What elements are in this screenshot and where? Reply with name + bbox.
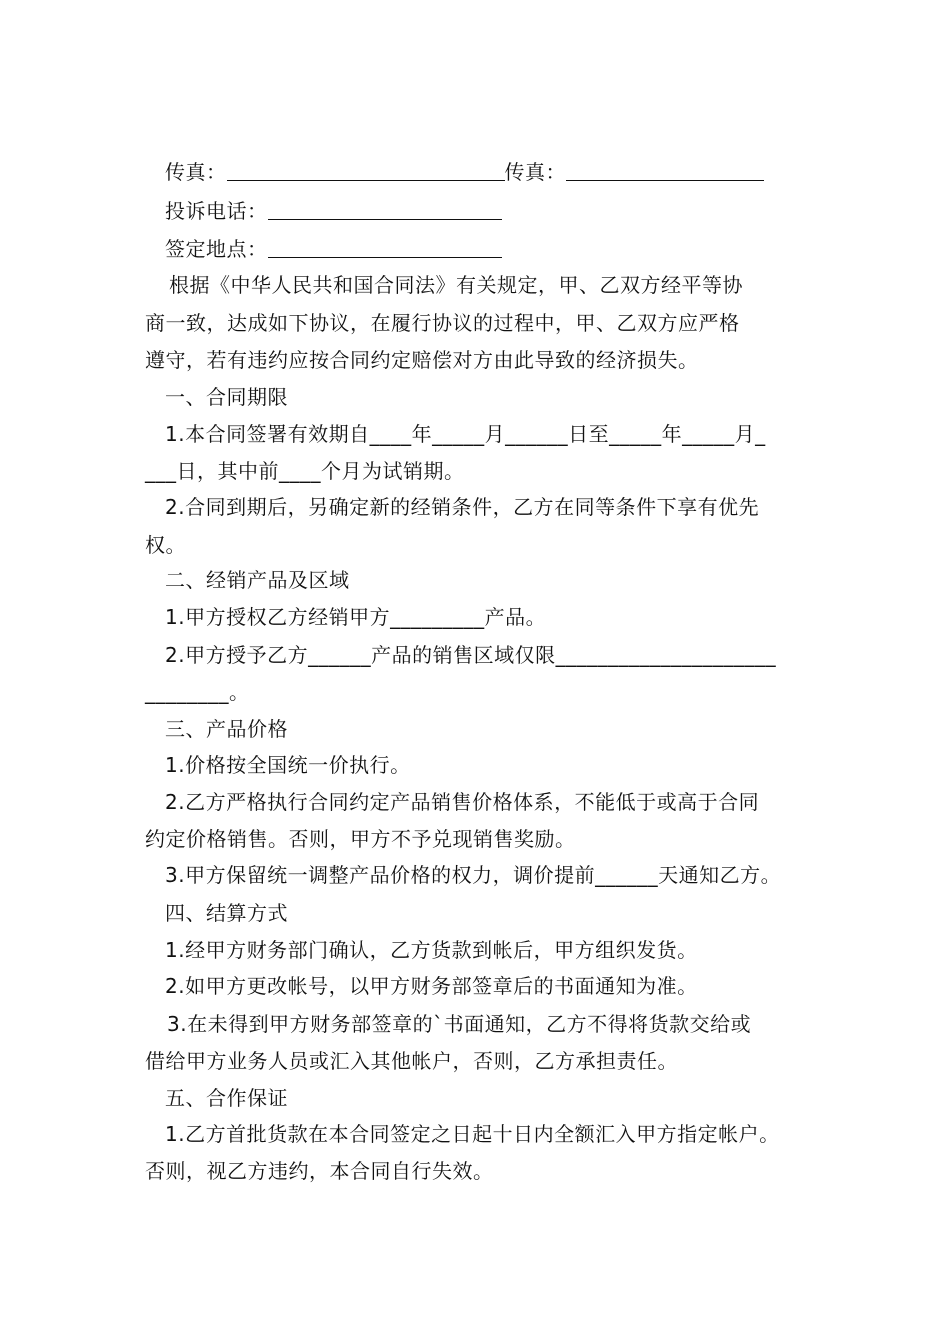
section-3-item-2a: 2.乙方严格执行合同约定产品销售价格体系，不能低于或高于合同 [165,790,760,814]
location-blank [268,237,502,258]
section-4-item-3b: 借给甲方业务人员或汇入其他帐户，否则，乙方承担责任。 [145,1049,678,1073]
section-1-item-2a: 2.合同到期后，另确定新的经销条件，乙方在同等条件下享有优先 [165,495,760,519]
section-1-item-1b: ___日，其中前____个月为试销期。 [145,459,465,483]
section-3-title: 三、产品价格 [165,717,288,741]
fax-label-b: 传真： [504,160,566,184]
section-2-item-2a: 2.甲方授予乙方______产品的销售区域仅限_____________________ [165,643,777,667]
section-4-item-1: 1.经甲方财务部门确认，乙方货款到帐后，甲方组织发货。 [165,938,698,962]
complaint-line [165,198,835,224]
preamble-line-3: 遵守，若有违约应按合同约定赔偿对方由此导致的经济损失。 [145,348,699,372]
complaint-label: 投诉电话： [165,199,268,223]
section-4-item-2: 2.如甲方更改帐号，以甲方财务部签章后的书面通知为准。 [165,974,698,998]
section-4-title: 四、结算方式 [165,901,288,925]
section-5-item-1a: 1.乙方首批货款在本合同签定之日起十日内全额汇入甲方指定帐户。 [165,1122,780,1146]
section-1-title: 一、合同期限 [165,385,288,409]
fax-blank-b [566,160,764,181]
section-4-item-3a: 3.在未得到甲方财务部签章的`书面通知，乙方不得将货款交给或 [167,1012,752,1036]
section-3-item-1: 1.价格按全国统一价执行。 [165,753,411,777]
complaint-blank [268,199,502,220]
preamble-line-1: 根据《中华人民共和国合同法》有关规定，甲、乙双方经平等协 [169,273,743,297]
fax-label-a: 传真： [165,160,227,184]
fax-line [165,159,835,185]
section-1-item-1a: 1.本合同签署有效期自____年_____月______日至_____年_____月_ [165,422,766,446]
section-5-item-1b: 否则，视乙方违约，本合同自行失效。 [145,1159,494,1183]
location-label: 签定地点： [165,237,268,261]
section-2-item-2b: ________。 [145,680,250,704]
section-2-title: 二、经销产品及区域 [165,568,350,592]
section-2-item-1: 1.甲方授权乙方经销甲方_________产品。 [165,605,547,629]
preamble-line-2: 商一致，达成如下协议，在履行协议的过程中，甲、乙双方应严格 [145,311,740,335]
section-5-title: 五、合作保证 [165,1086,288,1110]
section-1-item-2b: 权。 [145,533,186,557]
location-line [165,236,835,262]
fax-blank-a [227,160,505,181]
section-3-item-3: 3.甲方保留统一调整产品价格的权力，调价提前______天通知乙方。 [165,863,782,887]
section-3-item-2b: 约定价格销售。否则，甲方不予兑现销售奖励。 [145,827,576,851]
